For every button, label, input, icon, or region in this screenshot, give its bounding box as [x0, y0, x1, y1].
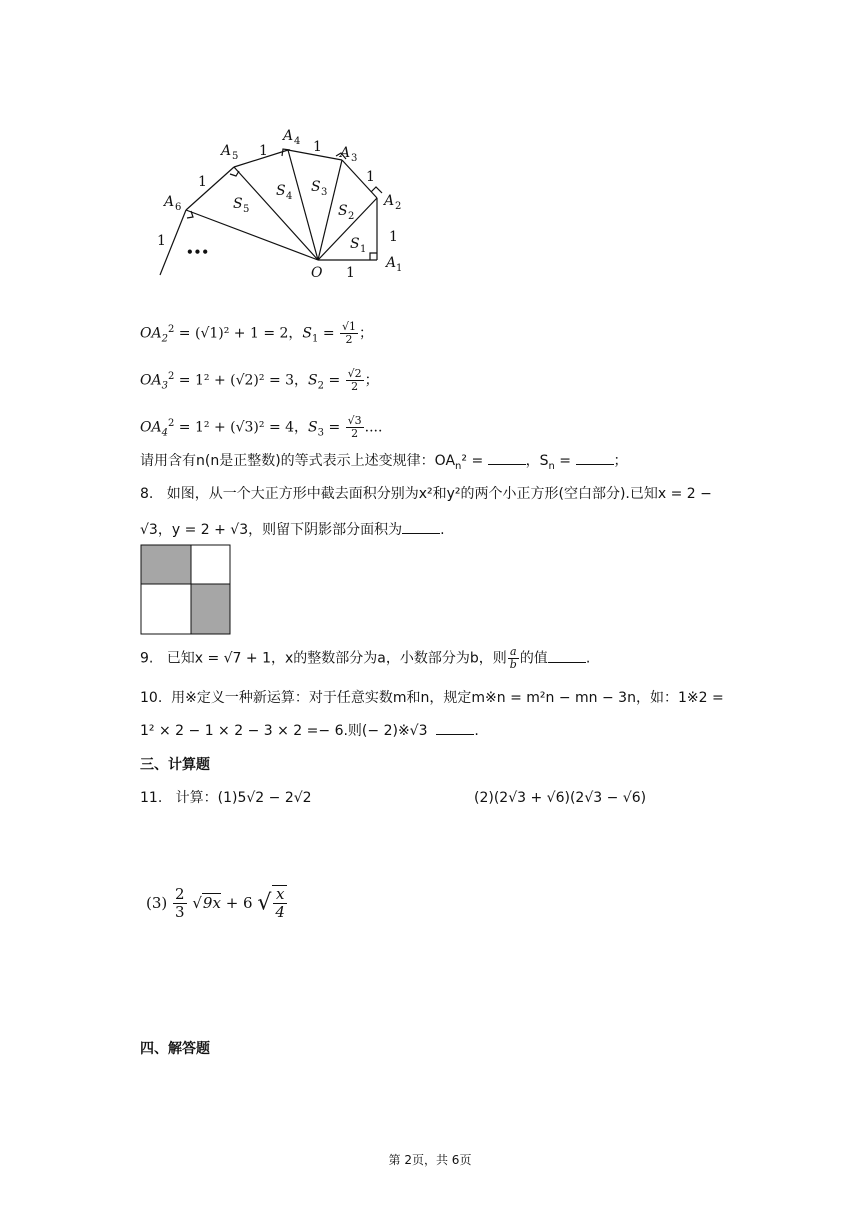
question-11: 11. 计算：(1)5√2 − 2√2	[140, 790, 312, 806]
question-11-part3: (3) $\frac{2}{3}$ √9x + 6 √ $\frac{x}{4}$	[146, 884, 285, 921]
svg-text:2: 2	[395, 201, 402, 212]
answer-blank[interactable]	[576, 450, 614, 465]
question-11-part2: (2)(2√3 + √6)(2√3 − √6)	[474, 790, 647, 806]
svg-text:3: 3	[351, 153, 358, 164]
side-label: 1	[346, 265, 355, 281]
ellipsis: •••	[186, 245, 210, 259]
side-label: 1	[198, 174, 207, 190]
svg-text:1: 1	[360, 244, 367, 255]
label-a3: A	[340, 145, 351, 161]
answer-blank[interactable]	[402, 519, 440, 534]
label-a5: A	[221, 143, 232, 159]
square-figure	[140, 544, 232, 636]
label-s3: S	[311, 179, 321, 195]
svg-text:4: 4	[286, 191, 293, 202]
formula-2: $OA_3^2 = 1^2 + (√2)^2 = 3$，$S_2$ = $\frac{√2}{2}$ ；	[140, 367, 379, 394]
rule-line: 请用含有n(n是正整数)的等式表示上述变规律：$OA_n^2$ = ，$S_n$ = ；	[140, 450, 628, 477]
svg-text:4: 4	[294, 136, 301, 147]
side-label: 1	[313, 139, 322, 155]
section-heading: 四、解答题	[140, 1041, 210, 1057]
svg-text:5: 5	[232, 151, 239, 162]
formula-3: $OA_4^2 = 1^2 + (√3)^2 = 4$，$S_3$ = $\frac{√3}{2}$ ....	[140, 414, 383, 441]
side-label: 1	[389, 229, 398, 245]
answer-blank[interactable]	[436, 720, 474, 735]
spiral-figure	[140, 120, 430, 290]
side-label: 1	[259, 143, 268, 159]
answer-blank[interactable]	[548, 648, 586, 663]
question-8-line2: √3，y = 2 + √3，则留下阴影部分面积为 .	[140, 519, 445, 540]
label-a4: A	[283, 128, 294, 144]
page-footer: 第 2页，共 6页	[388, 1153, 472, 1167]
label-a6: A	[164, 194, 175, 210]
label-s1: S	[350, 236, 360, 252]
label-o: O	[311, 265, 323, 281]
label-a2: A	[384, 193, 395, 209]
answer-blank[interactable]	[488, 450, 526, 465]
question-9: 9. 已知x = √7 + 1，x的整数部分为a，小数部分为b，则 $\frac{a}{b}$ 的值 .	[140, 645, 591, 671]
svg-text:3: 3	[321, 187, 328, 198]
question-10: 10. 用※定义一种新运算：对于任意实数m和n，规定m※n = m²n − mn − 3n，如：1※2 =	[140, 690, 724, 706]
side-label: 1	[157, 233, 166, 249]
label-s2: S	[338, 203, 348, 219]
label-a1: A	[386, 255, 397, 271]
label-s4: S	[276, 183, 286, 199]
section-heading: 三、计算题	[140, 757, 210, 773]
question-10-line2: 1² × 2 − 1 × 2 − 3 × 2 =− 6.则(− 2)※√3 .	[140, 720, 479, 741]
label-s5: S	[233, 196, 243, 212]
svg-text:6: 6	[175, 202, 182, 213]
question-8: 8. 如图，从一个大正方形中截去面积分别为x²和y²的两个小正方形(空白部分).已知x = 2 −	[140, 486, 712, 502]
svg-text:2: 2	[348, 211, 355, 222]
svg-text:5: 5	[243, 204, 250, 215]
side-label: 1	[366, 169, 375, 185]
svg-text:1: 1	[396, 263, 403, 274]
formula-1: $OA_2^2 = (√1)^2 + 1 = 2$，$S_1$ = $\frac{√1}{2}$ ；	[140, 320, 374, 347]
